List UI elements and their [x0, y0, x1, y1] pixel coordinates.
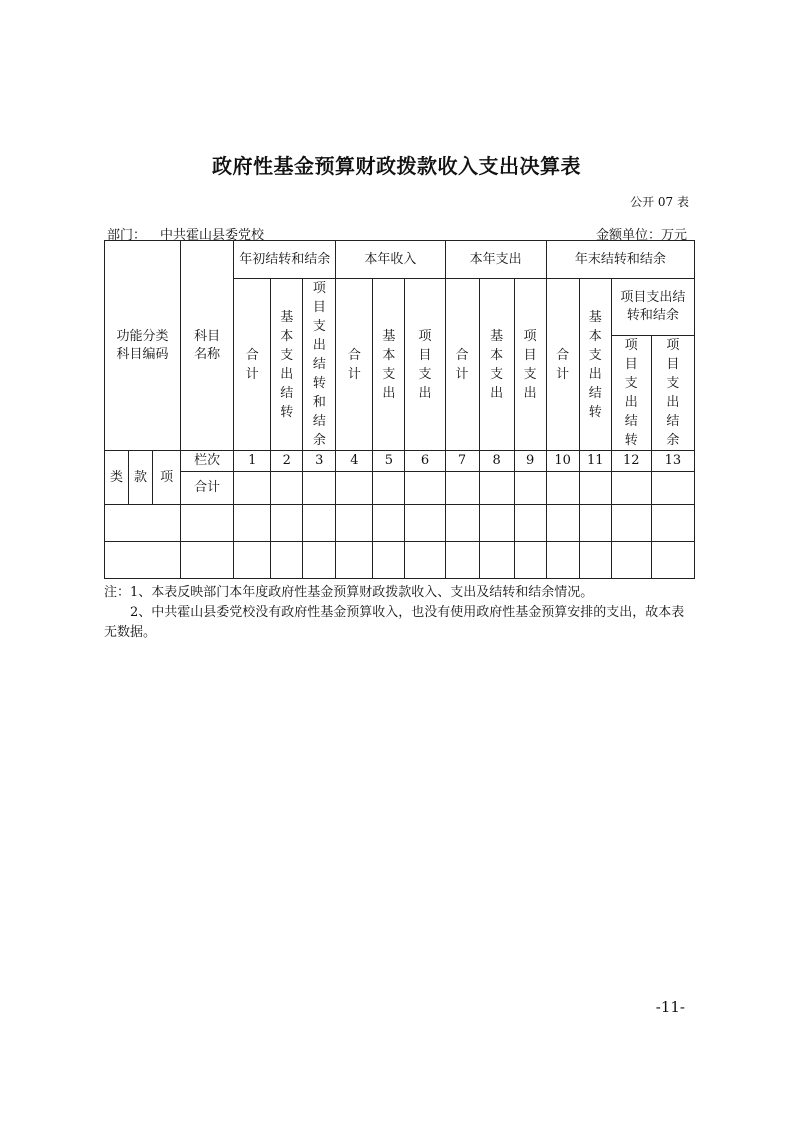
code-lei: 类: [105, 451, 129, 505]
empty-cell: [373, 505, 405, 542]
page-number: -11-: [655, 998, 685, 1016]
header-income-project-text: 项目支出: [418, 328, 432, 401]
department-label: 部门：: [107, 228, 147, 243]
header-begin-project: [303, 279, 336, 451]
fund-table: [104, 240, 695, 579]
empty-cell: [579, 542, 611, 579]
header-row-1: [105, 241, 695, 279]
empty-cell: [445, 472, 479, 505]
empty-cell: [611, 542, 651, 579]
header-end-project-surplus-text: 项目支出结余: [666, 338, 680, 448]
empty-cell: [303, 505, 336, 542]
column-number: 11: [579, 451, 611, 472]
row-label-lanci: 栏次: [181, 451, 234, 472]
empty-cell: [479, 505, 514, 542]
header-expense-basic: [479, 279, 514, 451]
department-name: 中共霍山县委党校: [160, 228, 265, 243]
header-begin-basic-text: 基本支出结转: [280, 309, 294, 420]
form-number: 公开 07 表: [630, 195, 689, 209]
row-label-total: 合计: [181, 472, 234, 505]
empty-cell: [271, 505, 303, 542]
header-begin-total-text: 合计: [245, 347, 259, 382]
empty-cell: [105, 542, 181, 579]
empty-cell: [271, 542, 303, 579]
empty-cell: [405, 472, 445, 505]
empty-cell: [546, 542, 579, 579]
empty-cell: [479, 472, 514, 505]
empty-cell: [546, 505, 579, 542]
empty-cell: [234, 542, 271, 579]
header-begin-basic: [271, 279, 303, 451]
empty-cell: [445, 505, 479, 542]
empty-cell: [651, 505, 694, 542]
header-income-total-text: 合计: [347, 347, 361, 382]
column-number: 1: [234, 451, 271, 472]
empty-cell: [234, 472, 271, 505]
empty-cell: [479, 542, 514, 579]
empty-cell: [303, 542, 336, 579]
column-number: 12: [611, 451, 651, 472]
column-number: 8: [479, 451, 514, 472]
column-number: 13: [651, 451, 694, 472]
header-expense-project: [514, 279, 546, 451]
empty-cell: [579, 472, 611, 505]
empty-cell: [336, 472, 373, 505]
header-end-balance: 年末结转和结余: [546, 241, 694, 279]
header-end-project: 项目支出结转和结余: [611, 279, 694, 336]
empty-cell: [336, 542, 373, 579]
header-end-project-carry: [611, 336, 651, 451]
empty-cell: [445, 542, 479, 579]
empty-cell: [234, 505, 271, 542]
empty-cell: [611, 505, 651, 542]
empty-cell: [514, 505, 546, 542]
column-number: 2: [271, 451, 303, 472]
column-number: 3: [303, 451, 336, 472]
header-code: 功能分类科目编码: [105, 241, 181, 451]
empty-cell: [405, 542, 445, 579]
footnote: [104, 583, 696, 643]
header-income-total: [336, 279, 373, 451]
empty-cell: [181, 542, 234, 579]
empty-cell: [405, 505, 445, 542]
column-number-row: [105, 451, 695, 472]
header-expense-total-text: 合计: [455, 347, 469, 382]
column-number: 9: [514, 451, 546, 472]
header-expense-total: [445, 279, 479, 451]
header-end-project-carry-text: 项目支出结转: [624, 338, 638, 448]
empty-cell: [611, 472, 651, 505]
code-xiang: 项: [153, 451, 181, 505]
header-expense-basic-text: 基本支出: [490, 328, 504, 401]
header-end-total-text: 合计: [556, 347, 570, 382]
page-title: 政府性基金预算财政拨款收入支出决算表: [212, 154, 581, 178]
empty-row: [105, 542, 695, 579]
note-1: 注：1、本表反映部门本年度政府性基金预算财政拨款收入、支出及结转和结余情况。: [104, 585, 594, 600]
column-number: 5: [373, 451, 405, 472]
column-number: 7: [445, 451, 479, 472]
header-expense-project-text: 项目支出: [523, 328, 537, 401]
amount-unit: 金额单位：万元: [595, 228, 687, 243]
header-begin-project-text: 项目支出结转和结余: [312, 281, 326, 448]
empty-cell: [181, 505, 234, 542]
empty-cell: [651, 542, 694, 579]
empty-cell: [336, 505, 373, 542]
total-row: [105, 472, 695, 505]
empty-cell: [271, 472, 303, 505]
empty-cell: [373, 542, 405, 579]
header-income-basic: [373, 279, 405, 451]
header-end-total: [546, 279, 579, 451]
empty-cell: [514, 542, 546, 579]
empty-cell: [579, 505, 611, 542]
header-expense: 本年支出: [445, 241, 546, 279]
empty-row: [105, 505, 695, 542]
column-number: 6: [405, 451, 445, 472]
empty-cell: [546, 472, 579, 505]
header-begin-balance: 年初结转和结余: [234, 241, 336, 279]
column-number: 10: [546, 451, 579, 472]
header-income-project: [405, 279, 445, 451]
header-income-basic-text: 基本支出: [382, 328, 396, 401]
header-begin-total: [234, 279, 271, 451]
empty-cell: [514, 472, 546, 505]
header-end-basic: [579, 279, 611, 451]
column-number: 4: [336, 451, 373, 472]
empty-cell: [373, 472, 405, 505]
header-end-project-surplus: [651, 336, 694, 451]
header-name: 科目名称: [181, 241, 234, 451]
note-2: 2、中共霍山县委党校没有政府性基金预算收入，也没有使用政府性基金预算安排的支出，故本表无数据。: [104, 605, 685, 640]
header-income: 本年收入: [336, 241, 445, 279]
header-end-basic-text: 基本支出结转: [588, 309, 602, 420]
code-kuan: 款: [129, 451, 153, 505]
empty-cell: [105, 505, 181, 542]
empty-cell: [651, 472, 694, 505]
empty-cell: [303, 472, 336, 505]
